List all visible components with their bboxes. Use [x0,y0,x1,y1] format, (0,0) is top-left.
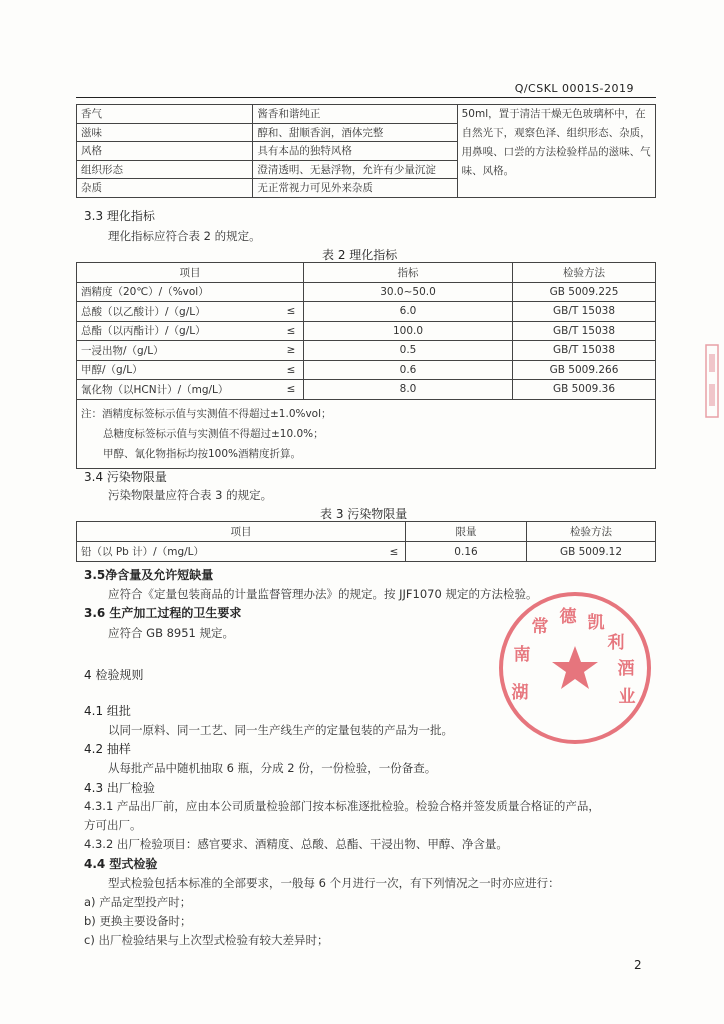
table-header-cell: 项目 [77,263,304,283]
table-header-cell: 指标 [304,263,513,283]
seal-char: 凯 [587,613,605,633]
table-cell: ≤ [279,360,304,380]
seal-char: 德 [559,607,577,627]
table-note [77,399,656,468]
table-cell: 杂质 [77,179,253,198]
table-cell: 酒精度（20℃）/（%vol） [77,282,280,302]
seal-char: 湖 [511,683,529,703]
table-cell: GB 5009.12 [527,542,656,562]
table-header-row [77,522,656,542]
section-3-6-heading: 3.6 生产加工过程的卫生要求 [84,606,242,620]
section-4-4-heading: 4.4 型式检验 [84,857,158,871]
table-cell: ≤ [279,380,304,400]
table-header-row [77,263,656,283]
section-4-3-1-text: 4.3.1 产品出厂前，应由本公司质量检验部门按本标准逐批检验。检验合格并签发质量合格证的产品， [84,799,600,813]
contaminant-table [76,521,656,562]
table-cell: 30.0~50.0 [304,282,513,302]
section-3-4-heading: 3.4 污染物限量 [84,470,167,484]
table-cell: 酱香和谐纯正 [253,105,457,124]
table-cell [279,282,304,302]
sensory-method-cell: 50ml，置于清洁干燥无色玻璃杯中，在自然光下，观察色泽、组织形态、杂质，用鼻嗅、口尝的方法检验样品的滋味、气味、风格。 [457,105,655,198]
seal-char: 南 [513,645,531,665]
table-3-caption: 表 3 污染物限量 [320,507,408,521]
table-row [77,321,656,341]
edge-stamp-mark [705,344,719,418]
physicochemical-table [76,262,656,469]
section-3-3-text: 理化指标应符合表 2 的规定。 [108,229,261,243]
section-4-3-2-text: 4.3.2 出厂检验项目：感官要求、酒精度、总酸、总酯、干浸出物、甲醇、净含量。 [84,837,508,851]
company-seal [495,588,655,748]
table-cell: 滋味 [77,123,253,142]
table-cell: 100.0 [304,321,513,341]
section-3-6-text: 应符合 GB 8951 规定。 [108,626,235,640]
table-row [77,282,656,302]
section-3-5-text: 应符合《定量包装商品的计量监督管理办法》的规定。按 JJF1070 规定的方法检验。 [108,587,538,601]
seal-char: 酒 [617,659,635,679]
table-header-cell: 检验方法 [513,263,656,283]
table-row [77,105,656,124]
document-code: Q/CSKL 0001S-2019 [514,82,634,95]
table-cell: GB/T 15038 [513,341,656,361]
table-cell: 甲醇/（g/L） [77,360,280,380]
table-cell: ≥ [279,341,304,361]
section-3-3-heading: 3.3 理化指标 [84,209,155,223]
table-cell: 香气 [77,105,253,124]
sensory-table [76,104,656,198]
table-cell: 氰化物（以HCN计）/（mg/L） [77,380,280,400]
table-cell: 0.6 [304,360,513,380]
table-cell: 风格 [77,142,253,161]
section-4-3-heading: 4.3 出厂检验 [84,781,155,795]
note-line: 总糖度标签标示值与实测值不得超过±10.0%； [103,427,324,440]
table-header-cell: 检验方法 [527,522,656,542]
table-2-caption: 表 2 理化指标 [322,248,398,262]
table-cell: 总酸（以乙酸计）/（g/L） [77,302,280,322]
table-cell: 无正常视力可见外来杂质 [253,179,457,198]
table-cell: GB 5009.225 [513,282,656,302]
table-cell: GB/T 15038 [513,302,656,322]
table-cell: 0.5 [304,341,513,361]
table-cell: 组织形态 [77,160,253,179]
table-row [77,341,656,361]
table-cell: 具有本品的独特风格 [253,142,457,161]
section-4-2-text: 从每批产品中随机抽取 6 瓶，分成 2 份，一份检验，一份备查。 [108,761,437,775]
table-cell: 总酯（以丙酯计）/（g/L） [77,321,280,341]
table-cell: GB/T 15038 [513,321,656,341]
seal-char: 业 [618,687,636,707]
table-header-cell: 项目 [77,522,406,542]
table-row [77,542,656,562]
table-row [77,380,656,400]
table-cell: ≤ [383,542,406,562]
table-cell: GB 5009.266 [513,360,656,380]
seal-char: 常 [531,617,549,637]
section-4-2-heading: 4.2 抽样 [84,742,131,756]
seal-char: 利 [607,633,625,653]
table-note-row [77,399,656,468]
table-cell: 0.16 [406,542,527,562]
table-cell: ≤ [279,321,304,341]
note-line: 注：酒精度标签标示值与实测值不得超过±1.0%vol； [81,407,332,420]
section-4-heading: 4 检验规则 [84,668,144,682]
page-number: 2 [634,958,642,972]
table-row [77,302,656,322]
table-cell: 铅（以 Pb 计）/（mg/L） [77,542,384,562]
table-cell: 6.0 [304,302,513,322]
table-cell: 醇和、甜顺香润，酒体完整 [253,123,457,142]
table-cell: 澄清透明、无悬浮物，允许有少量沉淀 [253,160,457,179]
table-cell: 一浸出物/（g/L） [77,341,280,361]
note-line: 甲醇、氰化物指标均按100%酒精度折算。 [103,447,302,460]
header-rule [76,97,656,98]
list-item: b) 更换主要设备时； [84,914,192,928]
table-cell: GB 5009.36 [513,380,656,400]
table-row [77,360,656,380]
list-item: c) 出厂检验结果与上次型式检验有较大差异时； [84,933,329,947]
list-item: a) 产品定型投产时； [84,895,192,909]
table-header-cell: 限量 [406,522,527,542]
section-4-1-text: 以同一原料、同一工艺、同一生产线生产的定量包装的产品为一批。 [108,723,453,737]
table-cell: ≤ [279,302,304,322]
section-4-1-heading: 4.1 组批 [84,704,131,718]
section-4-3-1-text-cont: 方可出厂。 [84,818,142,832]
star-icon [552,646,598,689]
section-3-5-heading: 3.5净含量及允许短缺量 [84,568,214,582]
section-3-4-text: 污染物限量应符合表 3 的规定。 [108,488,273,502]
table-cell: 8.0 [304,380,513,400]
section-4-4-text: 型式检验包括本标准的全部要求，一般每 6 个月进行一次，有下列情况之一时亦应进行： [108,876,560,890]
seal-graphic [495,588,655,748]
